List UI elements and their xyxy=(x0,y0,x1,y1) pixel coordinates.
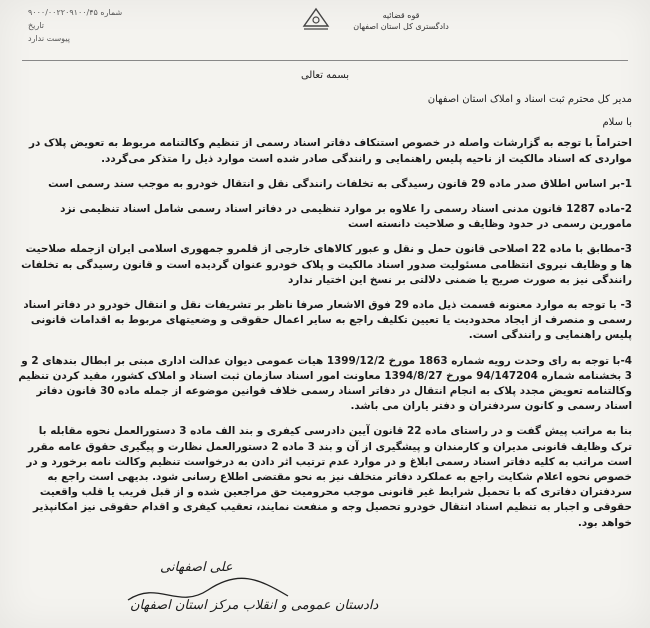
letter-date: تاریخ xyxy=(28,21,44,30)
item-1: 1-بر اساس اطلاق صدر ماده 29 قانون رسیدگی به تخلفات رانندگی نقل و انتقال خودرو به موجب سند رسمی است xyxy=(48,177,632,190)
greeting: با سلام xyxy=(602,117,632,129)
closing-paragraph: بنا به مراتب پیش گفت و در راستای ماده 22 قانون آیین دادرسی کیفری و بند الف ماده 3 دستورالعمل نحوه مقابله با ترک وظایف قانونی مدیران و کارمندان و پیشگیری از آن و بند 3 ماده 2 دستورالعمل نظارت و پیگیری حقوق عامه مقرر است مراتب به کلیه دفاتر اسناد رسمی ابلاغ و در موارد عدم ترتیب اثر دادن به درخواست تنظیم وکالت نامه برخورد و در خصوص نحوه اعلام شکایت راجع به عملکرد دفاتر متخلف نیز به نحو مقتضی اطلاع رسانی شود. بدیهی است راجع به سردفتران دفاتری که با تحمیل شرایط غیر قانونی موجب محرومیت حق مراجعین شده و از قبل فریب یا قلب واقعیت حقوقی و اجبار به تنظیم اسناد انتقال خودرو تحصیل وجه و منفعت نمایند، تعقیب کیفری و اقدام حقوقی نیز امکانپذیر خواهد بود. xyxy=(26,425,632,529)
issuing-organization: قوه قضائیه دادگستری کل استان اصفهان xyxy=(353,11,449,31)
basmala: بسمه تعالی xyxy=(300,70,350,81)
addressee: مدیر کل محترم ثبت اسناد و املاک استان اصفهان xyxy=(427,94,632,105)
signatory-title: دادستان عمومی و انقلاب مرکز استان اصفهان xyxy=(130,598,379,613)
item-4: 4-با توجه به رای وحدت رویه شماره 1863 مورخ 1399/12/2 هیات عمومی دیوان عدالت اداری مبنی بر ابطال بندهای 2 و 3 بخشنامه شماره 94/147204 مورخ 1394/8/27 معاونت امور اسناد سازمان ثبت اسناد و املاک کشور، مقید کردن تنظیم وکالتنامه تعویض مجدد پلاک به انجام انتقال در دفاتر اسناد رسمی خلاف قوانین موضوعه از جمله ماده 30 قانون دفاتر اسناد رسمی و کانون سردفتران و دفتر یاران می باشد. xyxy=(18,354,632,413)
item-3: 3-مطابق با ماده 22 اصلاحی قانون حمل و نقل و عبور کالاهای خارجی از قلمرو جمهوری اسلامی ایران ازجمله صلاحیت ها و وظایف نیروی انتظامی مسئولیت صدور اسناد مالکیت و پلاک خودرو عنوان گردیده است و قانون رسیدگی به تخلفات رانندگی نیز به صورت صریح یا ضمنی دلالتی بر نسخ این اختیار ندارد xyxy=(21,243,632,286)
letter-number: شماره ۹۰۰۰/۰۰۲۲۰۹۱۰۰/۴۵ xyxy=(28,8,123,17)
item-3b: 3- با توجه به موارد معنونه قسمت ذیل ماده 29 فوق الاشعار صرفا ناظر بر تشریفات نقل و انتقال خودرو در دفاتر اسناد رسمی و منصرف از ایجاد محدودیت یا تعیین تکلیف راجع به سایر اعمال حقوقی و وضعیتهای مربوط به اقدامات قانونی پلیس راهنمایی و رانندگی است. xyxy=(23,299,632,342)
header-divider xyxy=(22,60,628,61)
letter-body xyxy=(18,92,632,541)
item-2: 2-ماده 1287 قانون مدنی اسناد رسمی را علاوه بر موارد تنظیمی در دفاتر اسناد رسمی شامل اسناد تنظیمی نزد مامورین رسمی در حدود وظایف و صلاحیت دانسته است xyxy=(60,203,632,231)
intro-paragraph: احتراماً با توجه به گزارشات واصله در خصوص استنکاف دفاتر اسناد رسمی از تنظیم وکالتنامه مربوط به تعویض پلاک در مواردی که اسناد مالکیت از ناحیه پلیس راهنمایی و رانندگی صادر شده است موارد ذیل را متذکر می‌گردد. xyxy=(29,137,632,165)
signatory-name: علی اصفهانی xyxy=(160,560,233,575)
letter-attachment: پیوست ندارد xyxy=(28,34,70,43)
letter-meta xyxy=(28,6,122,45)
